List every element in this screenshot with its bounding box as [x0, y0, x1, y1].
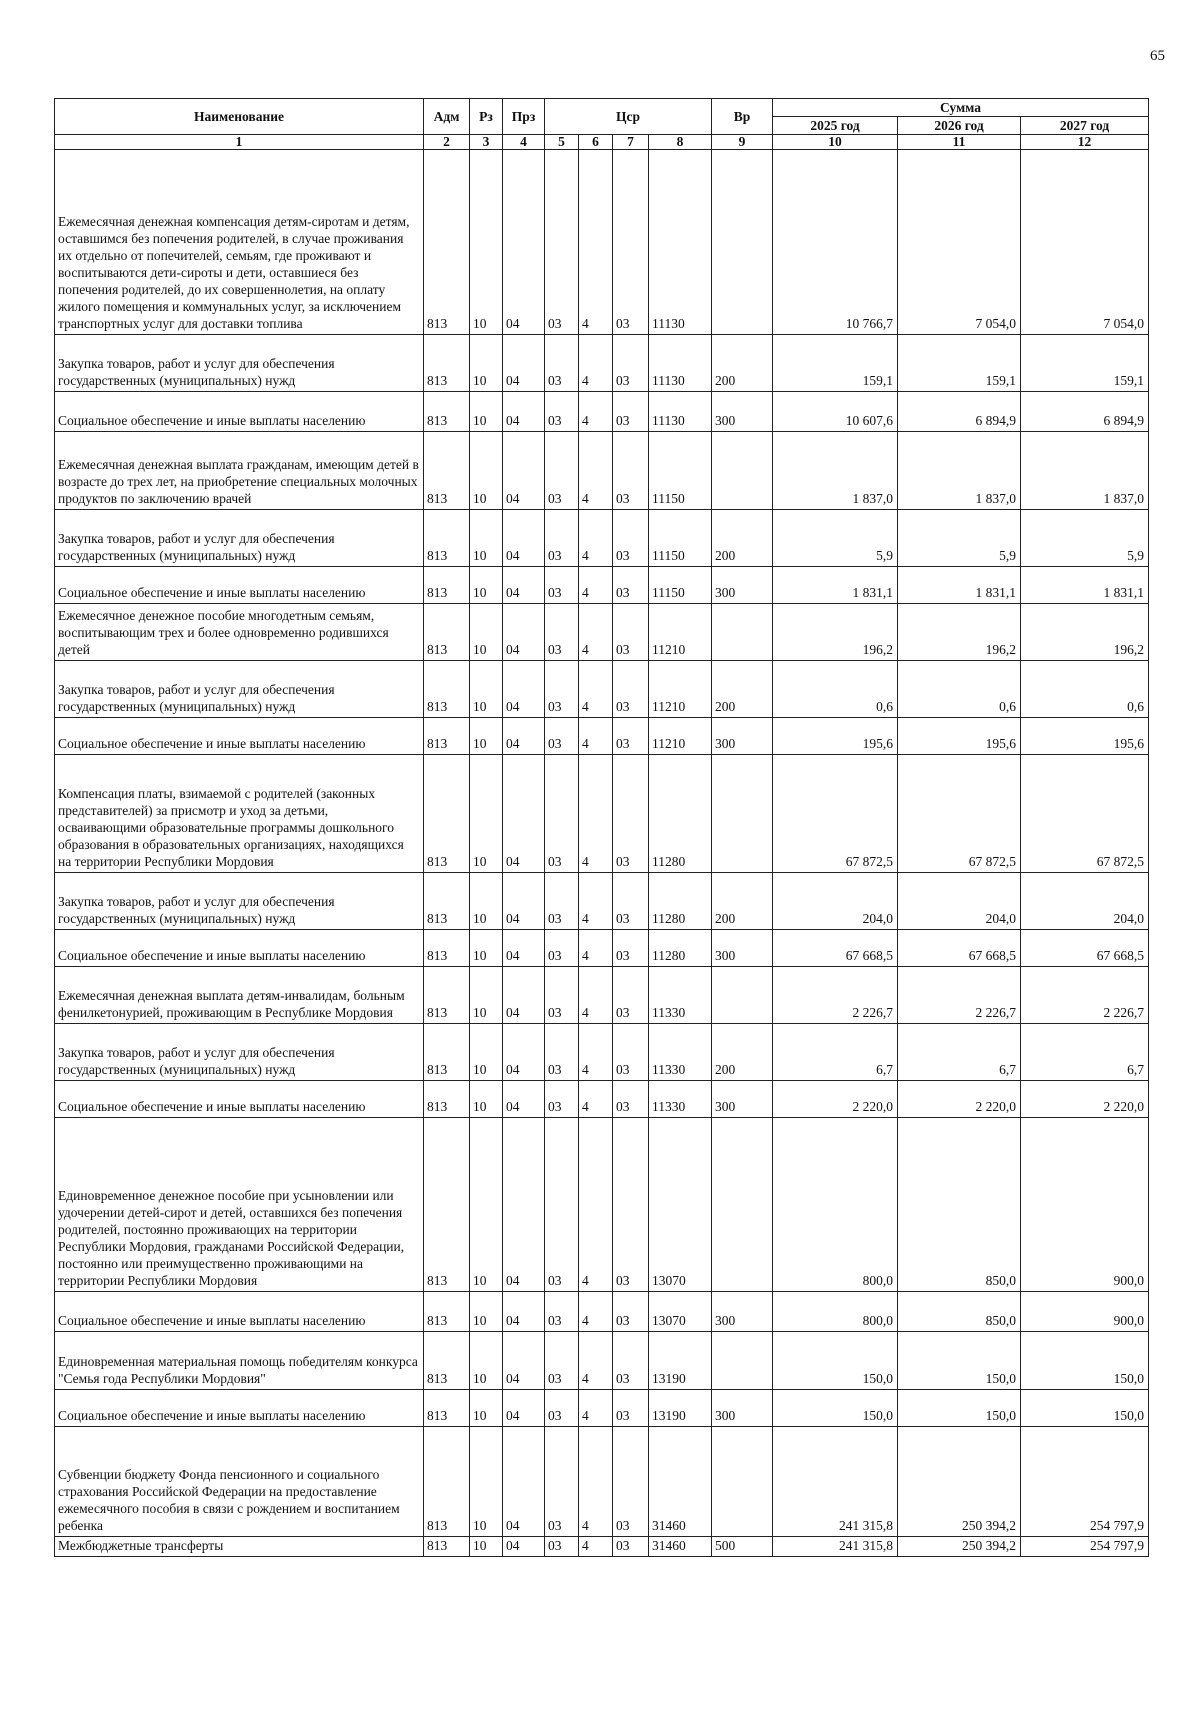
col-number: 1: [55, 135, 424, 150]
table-row: [55, 873, 1149, 930]
cell-adm: 813: [424, 510, 470, 567]
cell-prz: 04: [503, 1390, 545, 1427]
cell-adm: 813: [424, 567, 470, 604]
table-row: [55, 335, 1149, 392]
cell-csr-part: 03: [545, 1118, 579, 1292]
cell-prz: 04: [503, 335, 545, 392]
cell-csr-part: 03: [545, 1390, 579, 1427]
cell-csr-part: 4: [579, 1427, 613, 1537]
amount-2027: 5,9: [1021, 510, 1149, 567]
row-name: Закупка товаров, работ и услуг для обеспечения государственных (муниципальных) нужд: [55, 873, 424, 930]
table-row: [55, 930, 1149, 967]
header-csr: Цср: [545, 99, 712, 135]
col-number: 7: [613, 135, 649, 150]
cell-csr-part: 03: [545, 1427, 579, 1537]
cell-csr-part: 03: [613, 1118, 649, 1292]
cell-csr-part: 4: [579, 335, 613, 392]
cell-adm: 813: [424, 967, 470, 1024]
col-number: 3: [470, 135, 503, 150]
amount-2026: 7 054,0: [898, 150, 1021, 335]
row-name: Социальное обеспечение и иные выплаты населению: [55, 718, 424, 755]
cell-csr-part: 03: [613, 1390, 649, 1427]
cell-adm: 813: [424, 1081, 470, 1118]
amount-2026: 5,9: [898, 510, 1021, 567]
cell-csr-part: 03: [613, 930, 649, 967]
cell-csr-part: 03: [613, 755, 649, 873]
cell-csr-code: 11330: [649, 967, 712, 1024]
cell-rz: 10: [470, 1024, 503, 1081]
amount-2027: 150,0: [1021, 1390, 1149, 1427]
col-number: 10: [773, 135, 898, 150]
amount-2025: 800,0: [773, 1118, 898, 1292]
cell-csr-part: 03: [545, 873, 579, 930]
cell-csr-part: 03: [545, 1081, 579, 1118]
cell-csr-part: 4: [579, 755, 613, 873]
cell-vr: 200: [712, 510, 773, 567]
amount-2025: 150,0: [773, 1332, 898, 1390]
amount-2026: 0,6: [898, 661, 1021, 718]
amount-2025: 800,0: [773, 1292, 898, 1332]
cell-csr-code: 13190: [649, 1332, 712, 1390]
amount-2027: 2 226,7: [1021, 967, 1149, 1024]
col-number: 9: [712, 135, 773, 150]
amount-2026: 196,2: [898, 604, 1021, 661]
cell-vr: [712, 604, 773, 661]
table-row: [55, 1081, 1149, 1118]
amount-2027: 6 894,9: [1021, 392, 1149, 432]
cell-csr-code: 11210: [649, 718, 712, 755]
amount-2026: 850,0: [898, 1118, 1021, 1292]
cell-vr: [712, 1118, 773, 1292]
amount-2025: 10 607,6: [773, 392, 898, 432]
amount-2026: 150,0: [898, 1390, 1021, 1427]
row-name: Социальное обеспечение и иные выплаты населению: [55, 1292, 424, 1332]
column-number-row: [55, 135, 1149, 150]
amount-2026: 150,0: [898, 1332, 1021, 1390]
amount-2026: 195,6: [898, 718, 1021, 755]
row-name: Закупка товаров, работ и услуг для обеспечения государственных (муниципальных) нужд: [55, 1024, 424, 1081]
cell-csr-part: 4: [579, 392, 613, 432]
table-row: [55, 604, 1149, 661]
cell-vr: 300: [712, 1292, 773, 1332]
cell-vr: 300: [712, 718, 773, 755]
amount-2025: 159,1: [773, 335, 898, 392]
cell-vr: 300: [712, 392, 773, 432]
row-name: Закупка товаров, работ и услуг для обеспечения государственных (муниципальных) нужд: [55, 510, 424, 567]
cell-csr-part: 03: [613, 1292, 649, 1332]
table-row: [55, 755, 1149, 873]
row-name: Закупка товаров, работ и услуг для обеспечения государственных (муниципальных) нужд: [55, 661, 424, 718]
cell-csr-code: 11150: [649, 432, 712, 510]
cell-rz: 10: [470, 967, 503, 1024]
cell-vr: 200: [712, 873, 773, 930]
amount-2025: 241 315,8: [773, 1427, 898, 1537]
table-row: [55, 1427, 1149, 1537]
cell-csr-part: 03: [545, 1332, 579, 1390]
cell-adm: 813: [424, 661, 470, 718]
cell-csr-part: 03: [613, 1024, 649, 1081]
cell-adm: 813: [424, 150, 470, 335]
cell-csr-code: 31460: [649, 1537, 712, 1557]
cell-csr-code: 11130: [649, 392, 712, 432]
cell-csr-part: 4: [579, 718, 613, 755]
cell-csr-part: 4: [579, 1024, 613, 1081]
amount-2026: 1 831,1: [898, 567, 1021, 604]
cell-adm: 813: [424, 604, 470, 661]
page-number: 65: [1150, 48, 1165, 64]
cell-adm: 813: [424, 755, 470, 873]
cell-vr: 500: [712, 1537, 773, 1557]
cell-csr-part: 03: [545, 432, 579, 510]
cell-vr: [712, 967, 773, 1024]
cell-csr-code: 11280: [649, 873, 712, 930]
cell-csr-code: 11150: [649, 510, 712, 567]
header-vr: Вр: [712, 99, 773, 135]
cell-csr-part: 4: [579, 967, 613, 1024]
cell-rz: 10: [470, 150, 503, 335]
cell-csr-part: 4: [579, 1118, 613, 1292]
cell-prz: 04: [503, 1537, 545, 1557]
cell-prz: 04: [503, 1332, 545, 1390]
cell-csr-code: 11280: [649, 930, 712, 967]
amount-2026: 67 872,5: [898, 755, 1021, 873]
cell-csr-code: 31460: [649, 1427, 712, 1537]
cell-prz: 04: [503, 1427, 545, 1537]
amount-2026: 850,0: [898, 1292, 1021, 1332]
amount-2027: 1 831,1: [1021, 567, 1149, 604]
cell-csr-part: 4: [579, 604, 613, 661]
cell-csr-code: 13190: [649, 1390, 712, 1427]
cell-adm: 813: [424, 1024, 470, 1081]
cell-prz: 04: [503, 1024, 545, 1081]
amount-2026: 2 226,7: [898, 967, 1021, 1024]
amount-2027: 7 054,0: [1021, 150, 1149, 335]
amount-2025: 195,6: [773, 718, 898, 755]
amount-2026: 250 394,2: [898, 1427, 1021, 1537]
cell-csr-part: 4: [579, 1390, 613, 1427]
cell-csr-part: 03: [613, 661, 649, 718]
cell-prz: 04: [503, 718, 545, 755]
table-row: [55, 510, 1149, 567]
cell-rz: 10: [470, 1537, 503, 1557]
cell-vr: [712, 1427, 773, 1537]
cell-csr-part: 03: [545, 510, 579, 567]
table-row: [55, 150, 1149, 335]
cell-csr-code: 11330: [649, 1024, 712, 1081]
cell-csr-code: 11210: [649, 604, 712, 661]
cell-csr-part: 03: [545, 967, 579, 1024]
cell-prz: 04: [503, 510, 545, 567]
row-name: Социальное обеспечение и иные выплаты населению: [55, 392, 424, 432]
cell-vr: 200: [712, 661, 773, 718]
cell-csr-part: 4: [579, 930, 613, 967]
cell-csr-code: 11280: [649, 755, 712, 873]
cell-vr: 300: [712, 567, 773, 604]
cell-csr-part: 03: [545, 335, 579, 392]
col-number: 12: [1021, 135, 1149, 150]
cell-vr: 200: [712, 335, 773, 392]
header-rz: Рз: [470, 99, 503, 135]
cell-csr-code: 11130: [649, 150, 712, 335]
table-row: [55, 1537, 1149, 1557]
cell-csr-part: 03: [613, 1332, 649, 1390]
col-number: 2: [424, 135, 470, 150]
cell-csr-part: 03: [613, 567, 649, 604]
amount-2026: 67 668,5: [898, 930, 1021, 967]
row-name: Единовременное денежное пособие при усыновлении или удочерении детей-сирот и детей, оставшихся без попечения родителей, постоянно проживающих на территории Республики Мордовия, гражданами Российской Федерации, постоянно или преимущественно проживающими на территории Республики Мордовия: [55, 1118, 424, 1292]
row-name: Межбюджетные трансферты: [55, 1537, 424, 1557]
cell-adm: 813: [424, 335, 470, 392]
cell-rz: 10: [470, 510, 503, 567]
cell-rz: 10: [470, 755, 503, 873]
cell-csr-part: 03: [545, 1292, 579, 1332]
cell-csr-part: 03: [613, 873, 649, 930]
amount-2026: 6 894,9: [898, 392, 1021, 432]
table-row: [55, 967, 1149, 1024]
amount-2027: 2 220,0: [1021, 1081, 1149, 1118]
amount-2026: 2 220,0: [898, 1081, 1021, 1118]
cell-prz: 04: [503, 392, 545, 432]
col-number: 8: [649, 135, 712, 150]
cell-adm: 813: [424, 718, 470, 755]
cell-prz: 04: [503, 150, 545, 335]
amount-2027: 0,6: [1021, 661, 1149, 718]
cell-csr-code: 11330: [649, 1081, 712, 1118]
amount-2027: 150,0: [1021, 1332, 1149, 1390]
table-row: [55, 1292, 1149, 1332]
row-name: Социальное обеспечение и иные выплаты населению: [55, 1390, 424, 1427]
header-year-2026: 2026 год: [898, 117, 1021, 135]
cell-adm: 813: [424, 1537, 470, 1557]
cell-prz: 04: [503, 567, 545, 604]
row-name: Ежемесячная денежная выплата гражданам, имеющим детей в возрасте до трех лет, на приобретение специальных молочных продуктов по заключению врачей: [55, 432, 424, 510]
cell-csr-part: 4: [579, 567, 613, 604]
cell-vr: [712, 150, 773, 335]
amount-2025: 2 226,7: [773, 967, 898, 1024]
cell-csr-part: 4: [579, 1332, 613, 1390]
amount-2025: 204,0: [773, 873, 898, 930]
table-row: [55, 718, 1149, 755]
amount-2027: 254 797,9: [1021, 1427, 1149, 1537]
cell-csr-code: 11210: [649, 661, 712, 718]
cell-adm: 813: [424, 1118, 470, 1292]
header-sum: Сумма: [773, 99, 1149, 117]
cell-csr-part: 03: [545, 661, 579, 718]
amount-2025: 0,6: [773, 661, 898, 718]
col-number: 11: [898, 135, 1021, 150]
table-row: [55, 1118, 1149, 1292]
amount-2026: 250 394,2: [898, 1537, 1021, 1557]
table-row: [55, 1390, 1149, 1427]
cell-csr-part: 03: [613, 1081, 649, 1118]
cell-adm: 813: [424, 392, 470, 432]
cell-csr-part: 03: [613, 604, 649, 661]
table-row: [55, 1332, 1149, 1390]
cell-csr-part: 03: [613, 335, 649, 392]
cell-rz: 10: [470, 1332, 503, 1390]
cell-adm: 813: [424, 930, 470, 967]
amount-2025: 10 766,7: [773, 150, 898, 335]
cell-csr-code: 11150: [649, 567, 712, 604]
amount-2026: 1 837,0: [898, 432, 1021, 510]
cell-csr-part: 03: [545, 1537, 579, 1557]
amount-2025: 241 315,8: [773, 1537, 898, 1557]
amount-2025: 67 668,5: [773, 930, 898, 967]
cell-rz: 10: [470, 604, 503, 661]
amount-2025: 1 831,1: [773, 567, 898, 604]
cell-csr-part: 03: [613, 392, 649, 432]
col-number: 6: [579, 135, 613, 150]
budget-table: [54, 98, 1149, 1557]
cell-csr-code: 11130: [649, 335, 712, 392]
cell-vr: [712, 1332, 773, 1390]
table-row: [55, 1024, 1149, 1081]
cell-csr-code: 13070: [649, 1292, 712, 1332]
cell-csr-part: 03: [613, 510, 649, 567]
cell-prz: 04: [503, 873, 545, 930]
cell-csr-code: 13070: [649, 1118, 712, 1292]
cell-prz: 04: [503, 967, 545, 1024]
cell-csr-part: 03: [613, 718, 649, 755]
cell-prz: 04: [503, 1292, 545, 1332]
cell-rz: 10: [470, 873, 503, 930]
amount-2027: 900,0: [1021, 1118, 1149, 1292]
row-name: Субвенции бюджету Фонда пенсионного и социального страхования Российской Федерации на предоставление ежемесячного пособия в связи с рождением и воспитанием ребенка: [55, 1427, 424, 1537]
row-name: Социальное обеспечение и иные выплаты населению: [55, 567, 424, 604]
cell-csr-part: 4: [579, 432, 613, 510]
amount-2027: 6,7: [1021, 1024, 1149, 1081]
cell-adm: 813: [424, 432, 470, 510]
amount-2027: 159,1: [1021, 335, 1149, 392]
cell-adm: 813: [424, 1292, 470, 1332]
amount-2027: 254 797,9: [1021, 1537, 1149, 1557]
cell-csr-part: 4: [579, 1537, 613, 1557]
table-row: [55, 567, 1149, 604]
row-name: Ежемесячная денежная выплата детям-инвалидам, больным фенилкетонурией, проживающим в Республике Мордовия: [55, 967, 424, 1024]
cell-csr-part: 4: [579, 661, 613, 718]
header-name: Наименование: [55, 99, 424, 135]
amount-2025: 150,0: [773, 1390, 898, 1427]
cell-csr-part: 4: [579, 510, 613, 567]
cell-csr-part: 03: [613, 432, 649, 510]
cell-csr-part: 03: [545, 1024, 579, 1081]
cell-vr: 300: [712, 930, 773, 967]
amount-2027: 196,2: [1021, 604, 1149, 661]
cell-vr: 300: [712, 1081, 773, 1118]
cell-rz: 10: [470, 432, 503, 510]
amount-2027: 67 668,5: [1021, 930, 1149, 967]
header-year-2027: 2027 год: [1021, 117, 1149, 135]
cell-csr-part: 03: [545, 567, 579, 604]
cell-rz: 10: [470, 567, 503, 604]
amount-2025: 196,2: [773, 604, 898, 661]
amount-2025: 1 837,0: [773, 432, 898, 510]
cell-csr-part: 4: [579, 1292, 613, 1332]
header-year-2025: 2025 год: [773, 117, 898, 135]
cell-rz: 10: [470, 1081, 503, 1118]
table-row: [55, 661, 1149, 718]
amount-2027: 195,6: [1021, 718, 1149, 755]
cell-prz: 04: [503, 755, 545, 873]
cell-rz: 10: [470, 718, 503, 755]
cell-vr: 200: [712, 1024, 773, 1081]
row-name: Ежемесячная денежная компенсация детям-сиротам и детям, оставшимся без попечения родителей, в случае проживания их отдельно от попечителей, семьям, где проживают и воспитываются дети-сироты и дети, оставшиеся без попечения родителей, до их совершеннолетия, на оплату жилого помещения и коммунальных услуг, за исключением транспортных услуг для доставки топлива: [55, 150, 424, 335]
col-number: 4: [503, 135, 545, 150]
cell-rz: 10: [470, 1427, 503, 1537]
cell-prz: 04: [503, 432, 545, 510]
header-adm: Адм: [424, 99, 470, 135]
cell-rz: 10: [470, 661, 503, 718]
cell-vr: [712, 755, 773, 873]
cell-csr-part: 4: [579, 150, 613, 335]
cell-csr-part: 03: [545, 930, 579, 967]
cell-rz: 10: [470, 335, 503, 392]
amount-2025: 2 220,0: [773, 1081, 898, 1118]
table-row: [55, 432, 1149, 510]
cell-csr-part: 03: [545, 150, 579, 335]
cell-csr-part: 03: [613, 150, 649, 335]
header-prz: Прз: [503, 99, 545, 135]
cell-adm: 813: [424, 873, 470, 930]
cell-csr-part: 03: [545, 604, 579, 661]
cell-rz: 10: [470, 1118, 503, 1292]
col-number: 5: [545, 135, 579, 150]
row-name: Социальное обеспечение и иные выплаты населению: [55, 1081, 424, 1118]
cell-prz: 04: [503, 1118, 545, 1292]
cell-vr: [712, 432, 773, 510]
cell-adm: 813: [424, 1390, 470, 1427]
row-name: Ежемесячное денежное пособие многодетным семьям, воспитывающим трех и более одновременно родившихся детей: [55, 604, 424, 661]
amount-2025: 67 872,5: [773, 755, 898, 873]
row-name: Закупка товаров, работ и услуг для обеспечения государственных (муниципальных) нужд: [55, 335, 424, 392]
cell-rz: 10: [470, 392, 503, 432]
row-name: Социальное обеспечение и иные выплаты населению: [55, 930, 424, 967]
cell-rz: 10: [470, 930, 503, 967]
cell-prz: 04: [503, 604, 545, 661]
cell-prz: 04: [503, 661, 545, 718]
cell-csr-part: 03: [545, 755, 579, 873]
row-name: Компенсация платы, взимаемой с родителей (законных представителей) за присмотр и уход за детьми, осваивающими образовательные программы дошкольного образования в образовательных организациях, находящихся на территории Республики Мордовия: [55, 755, 424, 873]
table-row: [55, 392, 1149, 432]
cell-csr-part: 03: [613, 967, 649, 1024]
amount-2027: 67 872,5: [1021, 755, 1149, 873]
amount-2027: 900,0: [1021, 1292, 1149, 1332]
row-name: Единовременная материальная помощь победителям конкурса "Семья года Республики Мордовия": [55, 1332, 424, 1390]
cell-csr-part: 03: [545, 718, 579, 755]
cell-rz: 10: [470, 1292, 503, 1332]
amount-2025: 6,7: [773, 1024, 898, 1081]
cell-adm: 813: [424, 1427, 470, 1537]
cell-csr-part: 03: [613, 1427, 649, 1537]
amount-2025: 5,9: [773, 510, 898, 567]
cell-csr-part: 03: [545, 392, 579, 432]
cell-prz: 04: [503, 1081, 545, 1118]
amount-2026: 204,0: [898, 873, 1021, 930]
cell-csr-part: 03: [613, 1537, 649, 1557]
cell-prz: 04: [503, 930, 545, 967]
amount-2026: 6,7: [898, 1024, 1021, 1081]
cell-vr: 300: [712, 1390, 773, 1427]
amount-2026: 159,1: [898, 335, 1021, 392]
cell-csr-part: 4: [579, 1081, 613, 1118]
cell-adm: 813: [424, 1332, 470, 1390]
cell-csr-part: 4: [579, 873, 613, 930]
amount-2027: 1 837,0: [1021, 432, 1149, 510]
amount-2027: 204,0: [1021, 873, 1149, 930]
cell-rz: 10: [470, 1390, 503, 1427]
